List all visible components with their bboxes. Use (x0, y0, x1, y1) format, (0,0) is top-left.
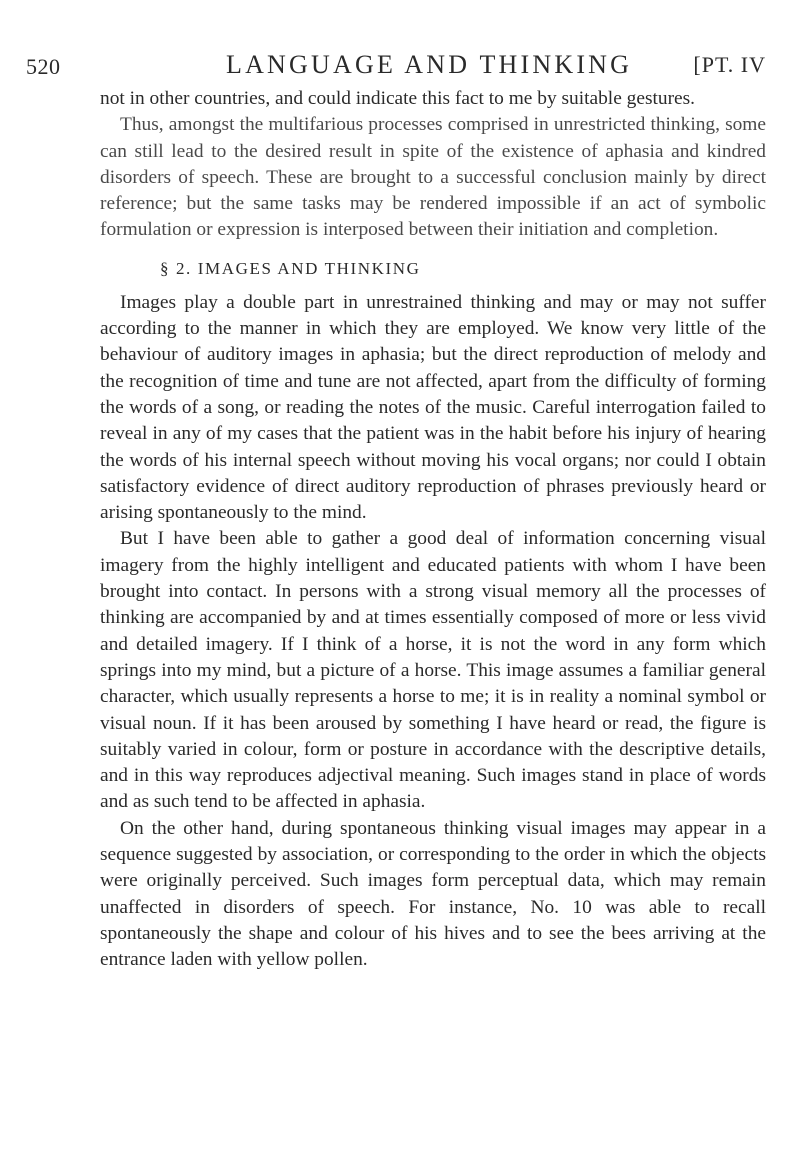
paragraph: Thus, amongst the multifarious processes comprised in unrestricted thinking, some can still lead to the desired result in spite of the existence of aphasia and kindred disorders of speech. These are brought to a successful conclusion mainly by direct reference; but the same tasks may be rendered impossible if an act of symbolic formulation or expression is interposed between their initiation and completion. (100, 114, 766, 241)
running-title: LANGUAGE AND THINKING (226, 50, 633, 79)
page-number: 520 (26, 54, 61, 79)
running-head (26, 50, 766, 84)
paragraph: Images play a double part in unrestrained thinking and may or may not suffer according to the manner in which they are employed. We know very little of the behaviour of auditory images in aphasia; but the direct reproduction of melody and the recognition of time and tune are not affected, apart from the difficulty of forming the words of a song, or reading the notes of the music. Careful interrogation failed to reveal in any of my cases that the patient was in the habit before his injury of hearing the words of his internal speech without moving his vocal organs; nor could I obtain satisfactory evidence of direct auditory reproduction of phrases previously heard or arising spontaneously to the mind. (100, 291, 766, 524)
section-heading: § 2. IMAGES AND THINKING (160, 258, 421, 278)
paragraph-continued: not in other countries, and could indicate this fact to me by suitable gestures. (100, 88, 696, 109)
body-text (100, 86, 766, 974)
part-label: [PT. IV (693, 52, 766, 77)
paragraph: But I have been able to gather a good deal of information concerning visual imagery from the highly intelligent and educated patients with whom I have been brought into contact. In persons with a strong visual memory all the processes of thinking are accompanied by and at times essentially composed of more or less vivid and detailed imagery. If I think of a horse, it is not the word in any form which springs into my mind, but a picture of a horse. This image assumes a familiar general character, which usually represents a horse to me; it is in reality a nominal symbol or visual noun. If it has been aroused by something I have heard or read, the figure is suitably varied in colour, form or posture in accordance with the descriptive details, and in this way reproduces adjectival meaning. Such images stand in place of words and as such tend to be affected in aphasia. (100, 528, 766, 813)
paragraph: On the other hand, during spontaneous thinking visual images may appear in a sequence suggested by association, or corresponding to the order in which the objects were originally perceived. Such images form perceptual data, which may remain unaffected in disorders of speech. For instance, No. 10 was able to recall spontaneously the shape and colour of his hives and to see the bees arriving at the entrance laden with yellow pollen. (100, 817, 766, 971)
